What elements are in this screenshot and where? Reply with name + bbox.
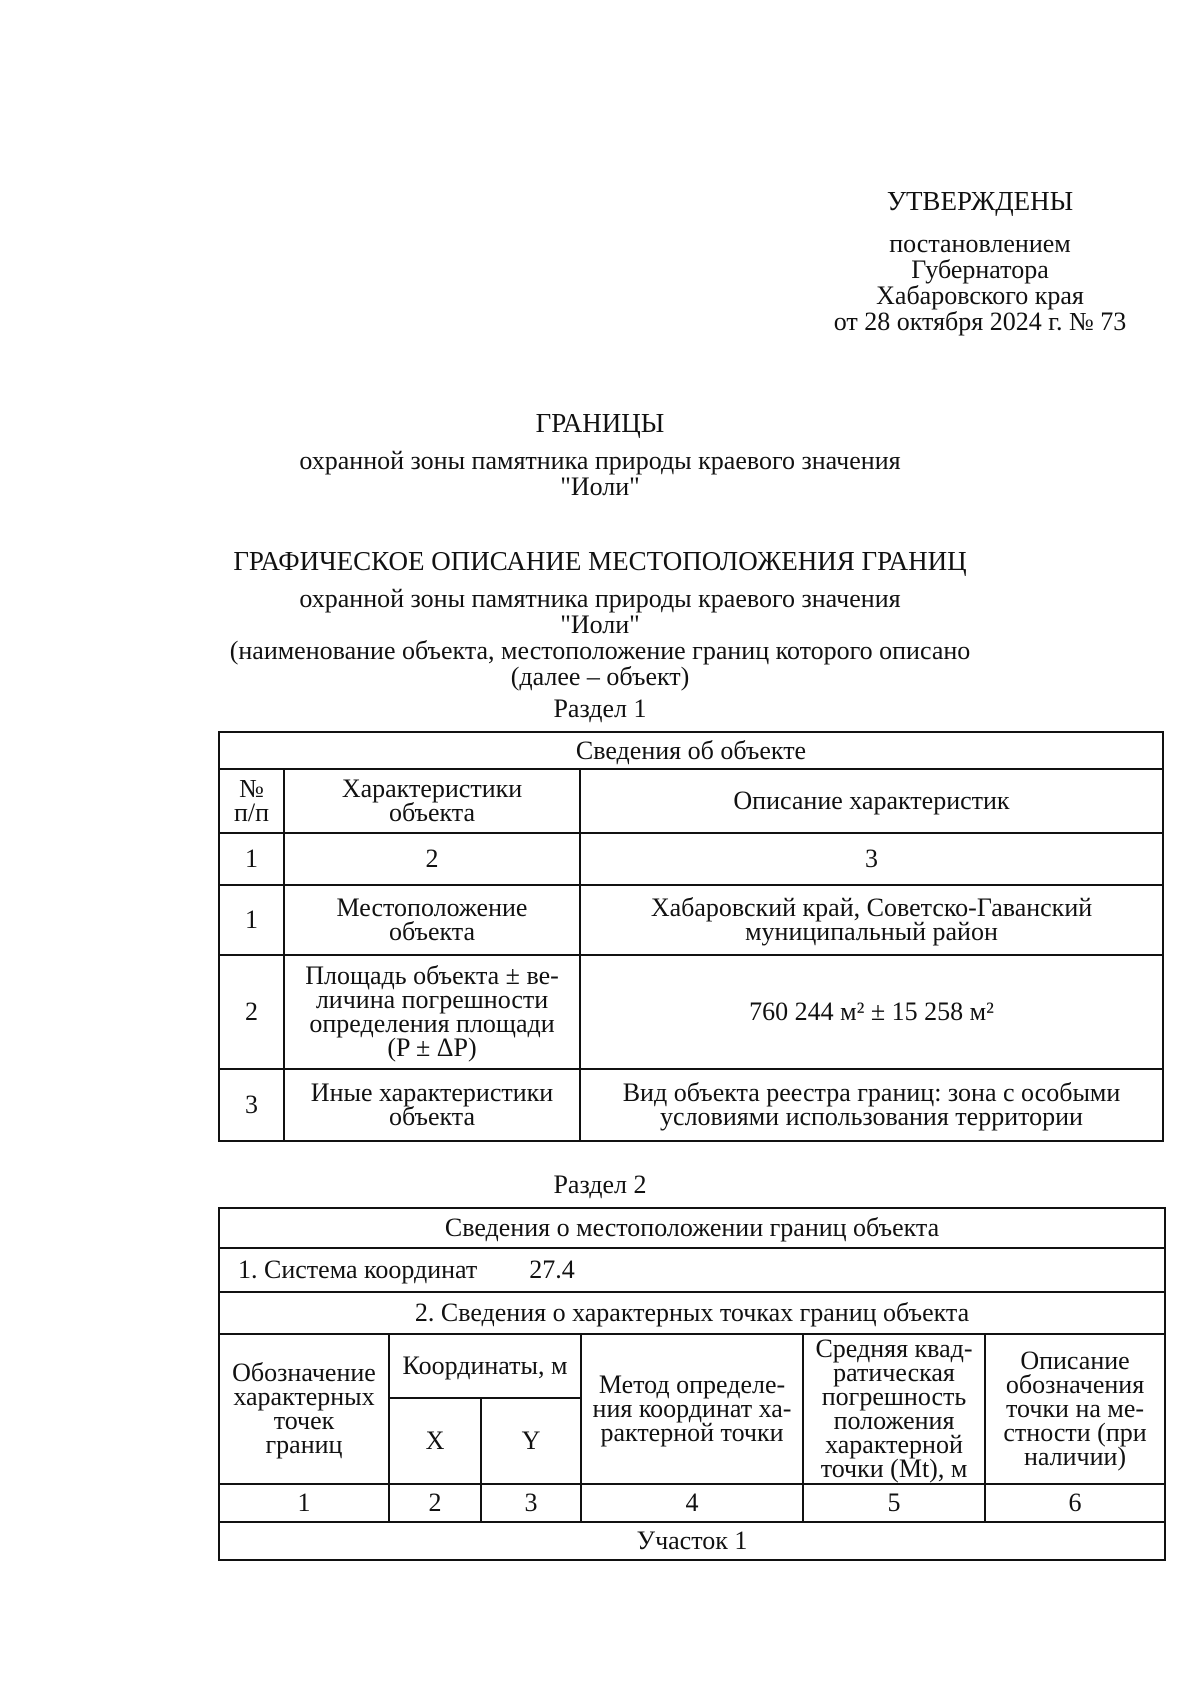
table-row (219, 1069, 1163, 1141)
cell-line: Вид объекта реестра границ: зона с особыми (622, 1078, 1121, 1108)
header-line: обозначения (1005, 1370, 1145, 1400)
boundary-location-table (218, 1207, 1166, 1561)
approval-block (800, 188, 1160, 335)
points-title: 2. Сведения о характерных точках границ объекта (219, 1292, 1165, 1334)
header-method (581, 1334, 803, 1484)
section-2-label: Раздел 2 (553, 1170, 647, 1199)
header-line: Обозначение (232, 1358, 376, 1388)
row-characteristic (284, 955, 580, 1069)
cell-line: муниципальный район (745, 917, 998, 946)
header-line: точки (Mt), м (820, 1453, 968, 1483)
header-line: Метод определе- (598, 1370, 786, 1400)
part-label: Участок 1 (219, 1522, 1165, 1560)
header-line: точки на ме- (1005, 1394, 1145, 1424)
graphic-line: охранной зоны памятника природы краевого значения (299, 584, 901, 613)
table-row (219, 1484, 1165, 1522)
cell-line: 760 244 м² ± 15 258 м² (749, 997, 994, 1027)
row-num: 2 (219, 955, 284, 1069)
subtitle-line: "Иоли" (560, 472, 640, 501)
graphic-line: (наименование объекта, местоположение границ которого описано (229, 636, 971, 665)
cell-line: Площадь объекта ± ве- (305, 961, 559, 991)
row-description (580, 1069, 1163, 1141)
header-line: погрешность (821, 1382, 967, 1412)
header-line: Характеристики (341, 774, 523, 804)
cell-line: условиями использования территории (660, 1102, 1083, 1131)
row-num: 3 (219, 1069, 284, 1141)
row-characteristic (284, 1069, 580, 1141)
header-line: характерных (233, 1382, 375, 1412)
header-line: Описание (1020, 1346, 1130, 1376)
cell-line: объекта (388, 1102, 476, 1131)
col-number: 1 (219, 1484, 389, 1522)
table-title: Сведения о местоположении границ объекта (219, 1208, 1165, 1248)
header-line: Средняя квад- (815, 1334, 973, 1364)
header-line: границ (265, 1429, 343, 1459)
header-line: положения (833, 1406, 955, 1435)
header-characteristics (284, 769, 580, 833)
col-number: 2 (389, 1484, 481, 1522)
cell-line: Хабаровский край, Советско-Гаванский (650, 893, 1093, 923)
header-line: ратическая (833, 1358, 955, 1388)
cell-line: объекта (388, 917, 476, 946)
approval-heading: УТВЕРЖДЕНЫ (886, 186, 1074, 216)
coordinate-system-value: 27.4 (529, 1255, 575, 1285)
table-row (219, 1522, 1165, 1560)
section-1-label: Раздел 1 (553, 694, 647, 723)
header-designation (219, 1334, 389, 1484)
header-line: объекта (388, 798, 476, 827)
header-x: X (389, 1398, 481, 1484)
header-line: стности (при (1003, 1417, 1147, 1447)
table-row (219, 885, 1163, 955)
table-row (219, 1248, 1165, 1292)
header-description: Описание характеристик (580, 769, 1163, 833)
coordinate-system-label: 1. Система координат (238, 1255, 478, 1285)
table-row (219, 1334, 1165, 1398)
col-number: 2 (284, 833, 580, 885)
row-description (580, 955, 1163, 1069)
header-line: ния координат ха- (592, 1394, 792, 1424)
cell-line: определения площади (309, 1009, 555, 1038)
table-row (219, 1208, 1165, 1248)
row-characteristic (284, 885, 580, 955)
subtitle-line: охранной зоны памятника природы краевого значения (299, 446, 901, 475)
coordinate-system-row (219, 1248, 1165, 1292)
col-number: 3 (481, 1484, 581, 1522)
col-number: 4 (581, 1484, 803, 1522)
header-line: характерной (825, 1429, 963, 1459)
table-row (219, 732, 1163, 769)
document-title: ГРАНИЦЫ (535, 408, 665, 438)
document-subtitle (0, 448, 1200, 500)
col-number: 6 (985, 1484, 1165, 1522)
col-number: 5 (803, 1484, 985, 1522)
cell-line: Иные характеристики (310, 1078, 554, 1108)
table-title: Сведения об объекте (219, 732, 1163, 769)
header-line: точек (273, 1406, 335, 1435)
header-coordinates: Координаты, м (389, 1334, 581, 1398)
header-error (803, 1334, 985, 1484)
object-info-table (218, 731, 1164, 1142)
cell-line: Местоположение (336, 893, 528, 923)
approval-line: Губернатора (911, 255, 1049, 284)
cell-line: личина погрешности (315, 985, 549, 1015)
graphic-subtitle (0, 586, 1200, 690)
header-y: Y (481, 1398, 581, 1484)
table-row (219, 833, 1163, 885)
header-location (985, 1334, 1165, 1484)
col-number: 1 (219, 833, 284, 885)
graphic-line: "Иоли" (560, 610, 640, 639)
graphic-title: ГРАФИЧЕСКОЕ ОПИСАНИЕ МЕСТОПОЛОЖЕНИЯ ГРАНИЦ (233, 546, 967, 576)
header-line: наличии) (1023, 1441, 1127, 1471)
cell-line: (P ± ΔP) (387, 1032, 477, 1062)
header-num (219, 769, 284, 833)
header-line: № (239, 774, 264, 804)
col-number: 3 (580, 833, 1163, 885)
header-line: п/п (233, 798, 270, 827)
table-row (219, 1292, 1165, 1334)
table-row (219, 769, 1163, 833)
graphic-line: (далее – объект) (510, 662, 690, 691)
table-row (219, 955, 1163, 1069)
approval-line: Хабаровского края (876, 281, 1084, 310)
approval-date: от 28 октября 2024 г. № 73 (833, 307, 1127, 336)
row-num: 1 (219, 885, 284, 955)
row-description (580, 885, 1163, 955)
header-line: рактерной точки (600, 1417, 784, 1447)
approval-line: постановлением (889, 229, 1071, 258)
